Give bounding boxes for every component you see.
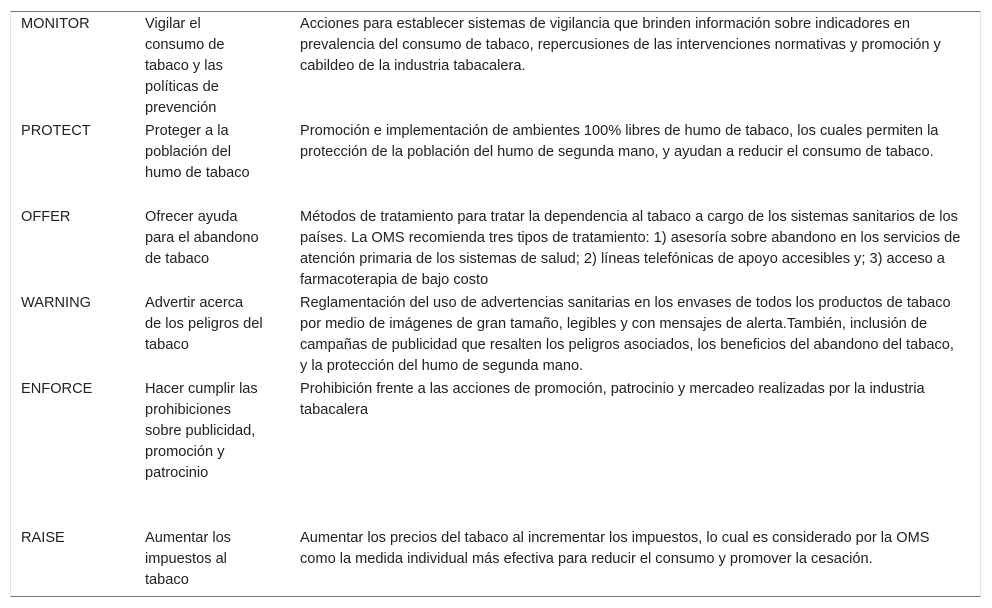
strategy-code: PROTECT <box>21 123 91 139</box>
strategy-code: WARNING <box>21 295 91 311</box>
strategy-name: Ofrecer ayuda para el abandono de tabaco <box>145 209 259 267</box>
strategy-code: RAISE <box>21 530 65 546</box>
strategy-description: Prohibición frente a las acciones de promoción, patrocinio y mercadeo realizadas por la industria tabacalera <box>300 381 925 418</box>
strategy-name: Aumentar los impuestos al tabaco <box>145 530 231 588</box>
mpower-table <box>10 11 981 597</box>
strategy-name: Advertir acerca de los peligros del tabaco <box>145 295 263 353</box>
strategy-code: OFFER <box>21 209 71 225</box>
strategy-description: Aumentar los precios del tabaco al incrementar los impuestos, lo cual es considerado por la OMS como la medida individual más efectiva para reducir el consumo y promover la cesación. <box>300 530 930 567</box>
strategy-name: Proteger a la población del humo de tabaco <box>145 123 250 181</box>
strategy-code: MONITOR <box>21 16 90 32</box>
strategy-description: Acciones para establecer sistemas de vigilancia que brinden información sobre indicadores en prevalencia del consumo de tabaco, repercusiones de las intervenciones normativas y promoción y cabildeo de la industria tabacalera. <box>300 16 941 74</box>
strategy-code: ENFORCE <box>21 381 93 397</box>
strategy-description: Métodos de tratamiento para tratar la dependencia al tabaco a cargo de los sistemas sanitarios de los países. La OMS recomienda tres tipos de tratamiento: 1) asesoría sobre abandono en los servicios de atención primaria de los sistemas de salud; 2) líneas telefónicas de apoyo accesibles y; 3) acceso a farmacoterapia de bajo costo <box>300 209 961 288</box>
strategy-name: Vigilar el consumo de tabaco y las políticas de prevención <box>145 16 225 116</box>
strategy-description: Reglamentación del uso de advertencias sanitarias en los envases de todos los productos de tabaco por medio de imágenes de gran tamaño, legibles y con mensajes de alerta.También, inclusión de campañas de publicidad que resalten los peligros asociados, los beneficios del abandono del tabaco, y la protección del humo de segunda mano. <box>300 295 954 374</box>
strategy-name: Hacer cumplir las prohibiciones sobre publicidad, promoción y patrocinio <box>145 381 258 481</box>
strategy-description: Promoción e implementación de ambientes 100% libres de humo de tabaco, los cuales permiten la protección de la población del humo de segunda mano, y ayudan a reducir el consumo de tabaco. <box>300 123 939 160</box>
